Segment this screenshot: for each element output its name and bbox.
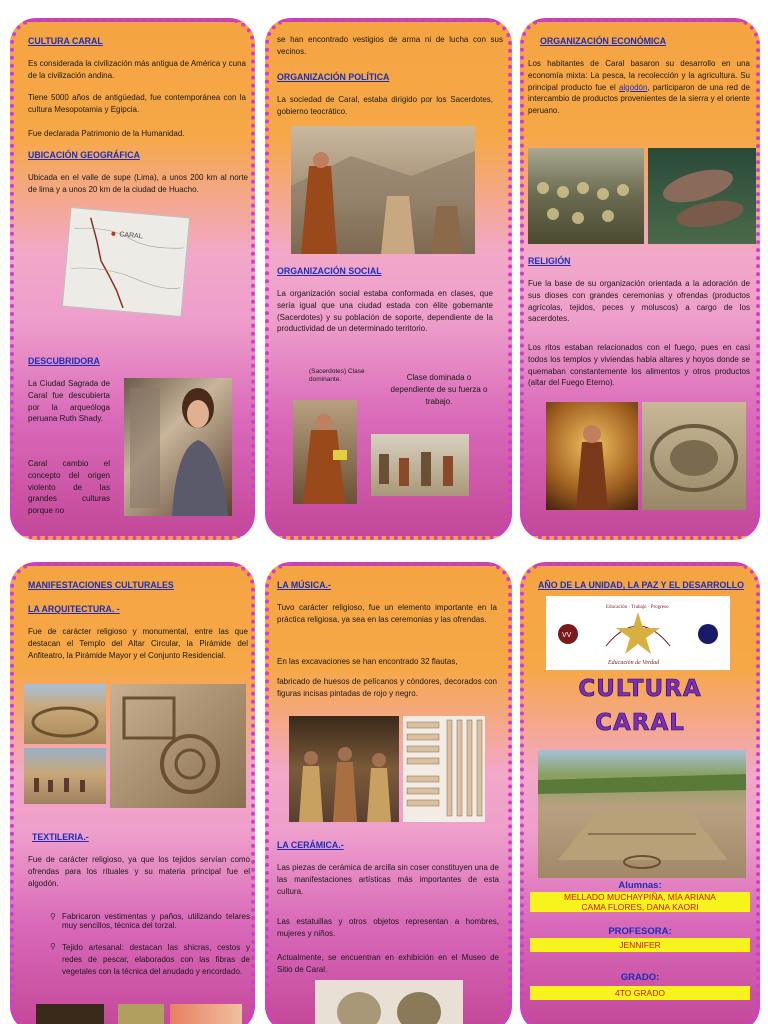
- bullet-icon: ⚲: [50, 942, 56, 951]
- textile-image-1: [36, 1004, 104, 1024]
- heading-manifestaciones: MANIFESTACIONES CULTURALES: [28, 580, 174, 590]
- crest-bottom-text: Educación de Verdad: [608, 660, 660, 666]
- text-musica-3: fabricado de huesos de pelícanos y cóndores, decorados con figuras incisas pintadas de rojo y negro.: [277, 677, 497, 698]
- priest-drawing: [293, 400, 357, 504]
- musicians-drawing: [289, 716, 399, 822]
- panel-musica-ceramica: [265, 562, 512, 1024]
- ceremony-image: [24, 748, 106, 804]
- musicians-image: [289, 716, 399, 822]
- amphitheater-image: [24, 684, 106, 744]
- text-religion-1: Fue la base de su organización orientada a la adoración de sus dioses con grandes ceremonias y ofrendas (productos agrícolas, tejidos, peces y moluscos) a cargo de los sacerdotes.: [528, 279, 750, 324]
- heading-economica: ORGANIZACIÓN ECONÓMICA: [540, 36, 667, 46]
- crops-drawing: [528, 148, 644, 244]
- panel-economia-religion: [520, 18, 760, 540]
- heading-musica: LA MÚSICA.-: [277, 580, 331, 590]
- pyramid-aerial-drawing: [110, 684, 246, 808]
- heading-textileria: TEXTILERIA.-: [32, 832, 89, 842]
- text-bullet-2: Tejido artesanal: destacan las shicras, cestos y redes de pescar, elaborados con las fibras de vegetales con la técnica del anudado y encordado.: [62, 943, 250, 976]
- crest-motto: Educación · Trabajo · Progreso: [606, 605, 669, 610]
- text-cambio: Caral cambio el concepto del origen violento de las grandes culturas porque no: [28, 459, 110, 516]
- map-image: [62, 207, 190, 317]
- text-musica-1: Tuvo carácter religioso, fue un elemento importante en la práctica religiosa, ya sea en las ceremonias y las ofrendas.: [277, 603, 497, 624]
- text-social: La organización social estaba conformada en clases, que sería igual que una ciudad estada con élite gobernante (Sacerdotes) y su población de soporte, dependiente de la productividad de un determinado territorio.: [277, 289, 493, 334]
- figurines-drawing: [315, 980, 463, 1024]
- fire-ritual-drawing: [546, 402, 638, 510]
- ruth-shady-photo: [124, 378, 232, 516]
- text-ceramica-3: Actualmente, se encuentran en exhibición en el Museo de Sitio de Caral.: [277, 953, 499, 974]
- flutes-image: [403, 716, 485, 822]
- heading-social: ORGANIZACIÓN SOCIAL: [277, 266, 382, 276]
- pyramid-aerial-image: [110, 684, 246, 808]
- altar-image: [642, 402, 746, 510]
- priests-drawing: [291, 126, 475, 254]
- text-ceramica-1: Las piezas de cerámica de arcilla sin coser constituyen una de las manifestaciones artísticas más importantes de esta cultura.: [277, 863, 499, 896]
- label-clase-dominada: Clase dominada o dependiente de su fuerza o trabajo.: [390, 373, 488, 406]
- heading-politica: ORGANIZACIÓN POLÍTICA: [277, 72, 390, 82]
- names-alumnas: MELLADO MUCHAYPIÑA, MÍA ARIANA CAMA FLORES, DANA KAORI: [530, 892, 750, 912]
- text-intro: se han encontrado vestigios de arma ni de lucha con sus vecinos.: [277, 35, 503, 56]
- heading-ceramica: LA CERÁMICA.-: [277, 840, 344, 850]
- altar-drawing: [642, 402, 746, 510]
- text-textileria: Fue de carácter religioso, ya que los tejidos servían como ofrendas para los rituales y su materia principal fue el algodón.: [28, 855, 250, 888]
- panel-organizacion: [265, 18, 512, 540]
- label-sacerdotes: (Sacerdotes) Clase dominante.: [309, 368, 365, 383]
- caral-pyramid-image: [538, 750, 746, 878]
- priest-image: [293, 400, 357, 504]
- text-arquitectura: Fue de carácter religioso y monumental, entre las que destacan el Templo del Altar Circular, la Pirámide del Anfiteatro, la Pirámide Mayor y el Conjunto Residencial.: [28, 627, 248, 660]
- cover-title-1: CULTURA: [578, 676, 702, 702]
- text-bullet-1: Fabricaron vestimentas y paños, utilizando telares muy sencillos, técnica del torzal.: [62, 912, 250, 930]
- textile-image-3: [170, 1004, 242, 1024]
- text-cultura-1: Es considerada la civilización más antigua de América y cuna de la civilización andina.: [28, 59, 246, 80]
- figurines-image: [315, 980, 463, 1024]
- text-ceramica-2: Las estatuillas y otros objetos representan a hombres, mujeres y niños.: [277, 917, 499, 938]
- crops-image: [528, 148, 644, 244]
- workers-image: [371, 434, 469, 496]
- panel-cultura-caral: [10, 18, 255, 540]
- heading-anio: AÑO DE LA UNIDAD, LA PAZ Y EL DESARROLLO: [538, 580, 744, 590]
- value-grado: 4TO GRADO: [530, 986, 750, 1000]
- fish-drawing: [648, 148, 756, 244]
- caral-pyramid-drawing: [538, 750, 746, 878]
- text-ubicacion: Ubicada en el valle de supe (Lima), a unos 200 km al norte de lima y a unos 20 km de la ciudad de Huacho.: [28, 173, 248, 194]
- name-profesora: JENNIFER: [530, 938, 750, 952]
- priests-image: [291, 126, 475, 254]
- textile-image-2: [118, 1004, 164, 1024]
- crest-left-text: VV: [562, 632, 572, 639]
- amphitheater-drawing: [24, 684, 106, 744]
- ceremony-drawing: [24, 748, 106, 804]
- text-economica: Los habitantes de Caral basaron su desarrollo en una economía mixta: La pesca, la recolección y la agricultura. Su principal producto fue el algodón, participaron de una red de intercambio de productos provenientes de la sierra y el oriente peruano.: [528, 59, 751, 116]
- algodon-link: algodón: [618, 82, 648, 92]
- text-religion-2: Los ritos estaban relacionados con el fuego, pues en casi todos los templos y viviendas había altares y hoyos donde se quemaban constantemente los alimentos y otros productos (altar del Fuego Eterno).: [528, 343, 750, 388]
- heading-cultura-caral: CULTURA CARAL: [28, 36, 103, 46]
- heading-descubridora: DESCUBRIDORA: [28, 356, 100, 366]
- map-drawing: [63, 208, 190, 317]
- cover-title-2: CARAL: [595, 710, 685, 736]
- text-cultura-2: Tiene 5000 años de antigüedad, fue contemporánea con la cultura Mesopotamia y Egipcia.: [28, 93, 246, 114]
- label-profesora: PROFESORA:: [608, 926, 672, 937]
- text-musica-2: En las excavaciones se han encontrado 32 flautas,: [277, 657, 458, 666]
- fish-image: [648, 148, 756, 244]
- portrait-drawing: [124, 378, 232, 516]
- heading-religion: RELIGIÓN: [528, 256, 571, 266]
- workers-drawing: [371, 434, 469, 496]
- map-label: CARAL: [119, 231, 143, 241]
- panel-portada: [520, 562, 760, 1024]
- text-politica: La sociedad de Caral, estaba dirigido por los Sacerdotes, gobierno teocrático.: [277, 95, 493, 116]
- heading-ubicacion: UBICACIÓN GEOGRÁFICA: [28, 150, 140, 160]
- label-grado: GRADO:: [620, 972, 660, 983]
- panel-manifestaciones: [10, 562, 255, 1024]
- bullet-icon: ⚲: [50, 912, 56, 921]
- school-crest: [546, 596, 730, 670]
- text-cultura-3: Fue declarada Patrimonio de la Humanidad.: [28, 129, 185, 138]
- label-alumnas: Alumnas:: [618, 880, 662, 891]
- fire-ritual-image: [546, 402, 638, 510]
- heading-arquitectura: LA ARQUITECTURA. -: [28, 604, 120, 614]
- text-descubridora: La Ciudad Sagrada de Caral fue descubierta por la arqueóloga peruana Ruth Shady.: [28, 379, 110, 424]
- flutes-drawing: [403, 716, 485, 822]
- crest-drawing: [546, 596, 730, 670]
